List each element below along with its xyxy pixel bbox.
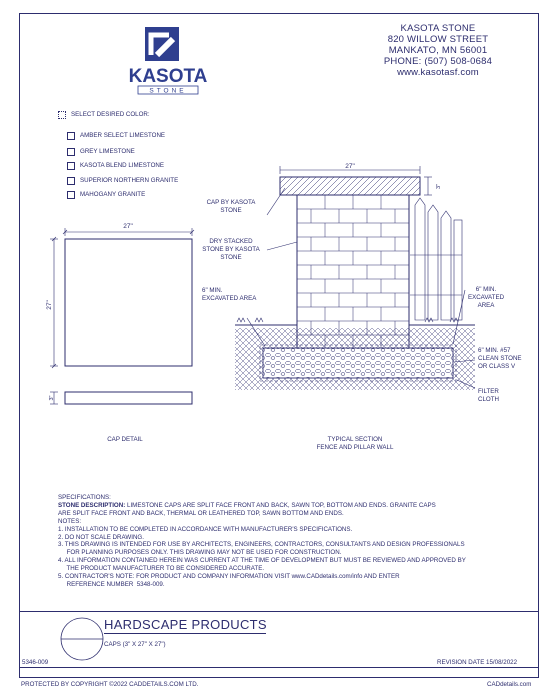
logo-mark-icon: [145, 27, 179, 61]
title-circle-icon: [58, 615, 106, 663]
color-option[interactable]: AMBER SELECT LIMESTONE: [67, 131, 165, 140]
cap-detail-caption: CAP DETAIL: [107, 436, 143, 443]
label-clean-stone: 6" MIN. #57 CLEAN STONE OR CLASS V: [478, 347, 522, 370]
note-line: 1. INSTALLATION TO BE COMPLETED IN ACCORDANCE WITH MANUFACTURER'S SPECIFICATIONS.: [58, 525, 353, 533]
company-city: MANKATO, MN 56001: [388, 45, 488, 56]
drawing-subtitle: CAPS (3" X 27" X 27"): [104, 641, 166, 648]
title-block-bottom-rule: [19, 667, 539, 668]
drawing-number: 5346-009: [22, 659, 49, 666]
checkbox-icon[interactable]: [67, 177, 75, 185]
color-option[interactable]: KASOTA BLEND LIMESTONE: [67, 161, 164, 170]
note-line: FOR PLANNING PURPOSES ONLY. THIS DRAWING MAY NOT BE USED FOR CONSTRUCTION.: [58, 549, 342, 557]
logo-subtext: STONE: [149, 87, 187, 95]
color-select-heading-row: [58, 111, 150, 119]
company-website[interactable]: www.kasotasf.com: [397, 67, 479, 78]
stone-description-label: STONE DESCRIPTION:: [58, 501, 126, 509]
cap-height-dimension: 27": [46, 300, 53, 310]
section-top-dimension: 27": [345, 163, 355, 170]
cap-thickness-dimension: 3": [49, 395, 55, 401]
title-block-top-rule: [19, 611, 539, 612]
color-option[interactable]: SUPERIOR NORTHERN GRANITE: [67, 176, 178, 185]
label-dry-stacked-stone: DRY STACKED STONE BY KASOTA STONE: [202, 238, 260, 261]
stone-description-text-2: ARE SPLIT FACE FRONT AND BACK, THERMAL OR LEATHERED TOP, SAWN BOTTOM AND ENDS.: [58, 509, 344, 517]
company-name: KASOTA STONE: [400, 23, 476, 34]
label-filter-cloth: FILTER CLOTH: [478, 388, 499, 403]
copyright-notice: PROTECTED BY COPYRIGHT ©2022 CADDETAILS.COM LTD.: [21, 681, 199, 688]
checkbox-icon[interactable]: [67, 162, 75, 170]
note-line: THE PRODUCT MANUFACTURER TO BE CONSIDERED ACCURATE.: [58, 565, 265, 573]
section-cap-thickness: 3": [436, 183, 442, 189]
color-option[interactable]: MAHOGANY GRANITE: [67, 190, 145, 199]
caddetails-link[interactable]: CADdetails.com: [487, 681, 532, 688]
company-street: 820 WILLOW STREET: [387, 34, 489, 45]
title-underline: [104, 633, 266, 634]
color-select-heading: SELECT DESIRED COLOR:: [71, 111, 150, 118]
label-cap-by-kasota: CAP BY KASOTA STONE: [206, 199, 256, 214]
logo-text: KASOTA: [128, 66, 208, 87]
checkbox-icon[interactable]: [67, 132, 75, 140]
stone-description-text-1: LIMESTONE CAPS ARE SPLIT FACE FRONT AND BACK, SAWN TOP, BOTTOM AND ENDS. GRANITE CAPS: [125, 501, 436, 509]
note-line: 3. THIS DRAWING IS INTENDED FOR USE BY ARCHITECTS, ENGINEERS, CONTRACTORS, CONSULTANTS AND DESIGN PROFESSIONALS: [58, 541, 465, 549]
revision-date: REVISION DATE 15/08/2022: [437, 659, 518, 666]
company-address-block: [353, 23, 523, 78]
cap-detail-drawing: [40, 220, 210, 420]
note-line: 2. DO NOT SCALE DRAWING.: [58, 533, 144, 541]
checkbox-icon[interactable]: [67, 191, 75, 199]
note-line: 5. CONTRACTOR'S NOTE: FOR PRODUCT AND COMPANY INFORMATION VISIT www.CADdetails.com/info AND ENTER: [58, 573, 400, 581]
heading-checkbox-icon: [58, 111, 66, 119]
specs-heading: SPECIFICATIONS:: [58, 494, 111, 501]
notes-heading: NOTES:: [58, 517, 82, 525]
color-option[interactable]: GREY LIMESTONE: [67, 147, 135, 156]
specifications-block: [58, 494, 498, 589]
label-right-excavated-area: 6" MIN. EXCAVATED AREA: [467, 286, 505, 309]
typical-section-caption: TYPICAL SECTION FENCE AND PILLAR WALL: [316, 436, 394, 451]
label-left-excavated-area: 6" MIN. EXCAVATED AREA: [202, 287, 257, 302]
company-phone: PHONE: (507) 508-0684: [383, 56, 493, 67]
checkbox-icon[interactable]: [67, 148, 75, 156]
cap-width-dimension: 27": [123, 223, 133, 230]
drawing-title: HARDSCAPE PRODUCTS: [104, 617, 267, 632]
note-line: REFERENCE NUMBER 5348-009.: [58, 580, 165, 588]
note-line: 4. ALL INFORMATION CONTAINED HEREIN WAS CURRENT AT THE TIME OF DEVELOPMENT BUT MUST BE REVIEWED AND APPROVED BY: [58, 557, 466, 565]
kasota-logo: [118, 25, 218, 100]
